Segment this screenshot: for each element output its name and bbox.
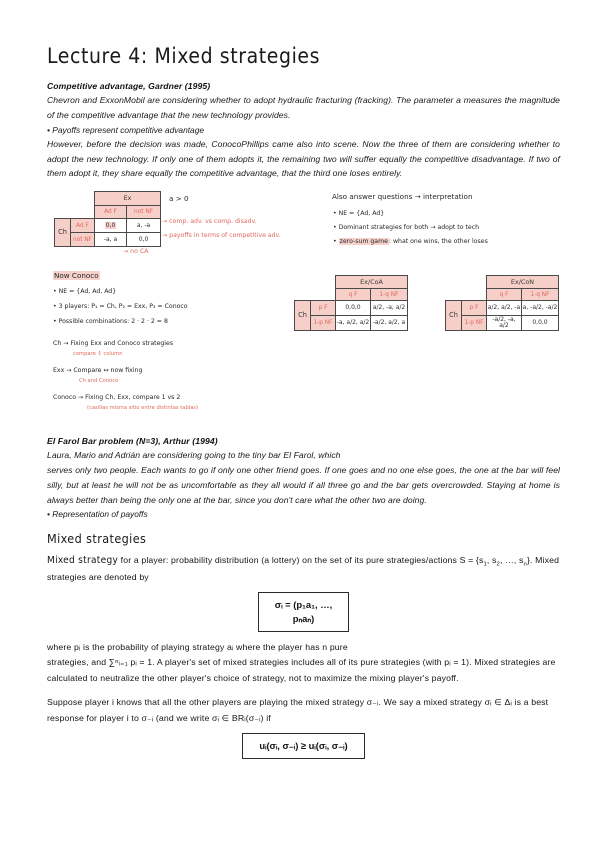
matrix1-annotation-2: → payoffs in terms of competitive adv. [162, 232, 281, 240]
matrix3-row-1: p F [462, 301, 487, 316]
section2-paragraph-1: Laura, Mario and Adrián are considering going to the tiny bar El Farol, which [47, 450, 341, 461]
notes-right-line-3: • Dominant strategies for both → adopt to tech [333, 224, 480, 232]
handwritten-notes-region [47, 187, 560, 432]
notes-conoco-bullet-2: • 3 players: P₁ = Ch, P₂ = Exx, P₃ = Conoco [53, 303, 188, 311]
matrix1-cell-0-0: 0,0 [95, 219, 127, 233]
notes-conoco-bullet-3: • Possible combinations: 2 · 2 · 2 = 8 [53, 318, 168, 326]
matrix3-col-1: q F [487, 289, 522, 301]
page-title: Lecture 4: Mixed strategies [47, 44, 321, 68]
notes-conoco-line-1: Ch → Fixing Exx and Conoco strategies [53, 340, 174, 348]
matrix3-header: Ex/CoN [487, 276, 559, 289]
section2-bullet-1: • Representation of payoffs [47, 509, 148, 520]
notes-conoco-line-2-sub: Ch and Conoco [79, 378, 119, 385]
matrix3-cell-1-0: -a/2, -a, a/2 [487, 316, 522, 331]
formula-1-line-2: pₙaₙ) [292, 612, 315, 624]
matrix1-annotation-1: → comp. adv. vs comp. disadv. [162, 218, 257, 226]
mixed-strategy-definition: Mixed strategy for a player: probability distribution (a lottery) on the set of its pure strategies/actions $S = \{s_1$, $s_2$, …, $s_n$}. Mixed strategies are denoted by [47, 554, 560, 582]
notes-conoco-line-1-sub: compare ↕ column [73, 351, 123, 358]
notes-conoco-bullet-1: • NE = {Ad, Ad, Ad} [53, 288, 117, 296]
notes-conoco-line-3-sub: (casillas misma sitio entre distintas tablas) [87, 405, 199, 412]
matrix2-header: Ex/CoA [336, 276, 408, 289]
matrix1-col-2: not NF [127, 206, 161, 219]
matrix1-row-group: Ch [55, 219, 71, 247]
section-heading-el-farol: El Farol Bar problem (N=3), Arthur (1994) [47, 436, 218, 447]
matrix2-cell-0-0: 0,0,0 [336, 301, 371, 316]
matrix2-cell-1-0: -a, a/2, a/2 [336, 316, 371, 331]
matrix2-cell-0-1: a/2, -a, a/2 [371, 301, 408, 316]
matrix1-row-1: Ad F [71, 219, 95, 233]
notes-right-line-4: • zero-sum game: what one wins, the other loses [333, 238, 488, 246]
section2-paragraph-2: serves only two people. Each wants to go if only one other friend goes. If one goes and no one else goes, the one at the bar will feel silly, but at least he will not be as uncomfortable as they all would if all three go and the bar gets overcrowded. Staying at home is always better than being the only one at the bar, since you don't care what the other two are doing. [47, 464, 560, 505]
notes-right-line-1: Also answer questions → interpretation [332, 192, 473, 202]
matrix1-row-2: not NF [71, 233, 95, 247]
matrix3-col-2: 1-q NF [522, 289, 559, 301]
matrix1-cell-0-1: a, -a [127, 219, 161, 233]
section1-paragraph-1: Chevron and ExxonMobil are considering whether to adopt hydraulic fracturing (fracking). The parameter a measures the magnitude of the competitive advantage that the new technology provides. [47, 95, 560, 120]
matrix1-col-1: Ad F [95, 206, 127, 219]
mixed-strategy-body-2: strategies, and ∑ⁿᵢ₌₁ pᵢ = 1. A player's set of mixed strategies includes all of its pure strategies (with pᵢ = 1). Mixed strategies are calculated to neutralize the other player's choice of strategy, not to maximize the mixing player's payoff. [47, 657, 556, 683]
formula-1-line-1: σᵢ = (p₁a₁, …, [274, 599, 333, 611]
section1-bullet-1: • Payoffs represent competitive advantage [47, 124, 205, 135]
matrix3-cell-0-1: a, -a/2, -a/2 [522, 301, 559, 316]
payoff-matrix-chevron-exxon [54, 191, 161, 247]
matrix2-row-1: p F [311, 301, 336, 316]
matrix2-row-2: 1-p NF [311, 316, 336, 331]
payoff-matrix-ex-con [445, 275, 559, 331]
mixed-strategy-body-1: where pᵢ is the probability of playing strategy aᵢ where the player has n pure [47, 641, 348, 652]
section-heading-competitive-advantage: Competitive advantage, Gardner (1995) [47, 81, 211, 91]
matrix3-cell-1-1: 0,0,0 [522, 316, 559, 331]
mixed-strategy-body-3: Suppose player i knows that all the other players are playing the mixed strategy σ₋ᵢ. We say a mixed strategy σᵢ ∈ Δᵢ is a best response for player i to σ₋ᵢ (and we write σᵢ ∈ BRᵢ(σ₋ᵢ) if [47, 697, 549, 723]
formula-mixed-strategy [258, 592, 349, 631]
matrix3-cell-0-0: a/2, a/2, -a [487, 301, 522, 316]
section1-paragraph-2: However, before the decision was made, ConocoPhillips came also into scene. Now the three of them are considering whether to adopt the new technology. If only one of them adopts it, the remaining two will suffer equally the competitive disadvantage. If two of them adopt it, they share equally the competitive advantage, that the third one loses entirely. [47, 138, 560, 179]
matrix2-col-1: q F [336, 289, 371, 301]
matrix2-cell-1-1: -a/2, a/2, a [371, 316, 408, 331]
matrix2-col-2: 1-q NF [371, 289, 408, 301]
formula-1-wrapper [47, 592, 560, 631]
formula-best-response: uᵢ(σᵢ, σ₋ᵢ) ≥ uᵢ(σᵢ, σ₋ᵢ) [242, 733, 364, 759]
matrix3-row-group: Ch [446, 301, 462, 331]
matrix1-col-group: Ex [95, 192, 161, 206]
matrix1-cell-1-0: -a, a [95, 233, 127, 247]
matrix1-cell-1-1: 0,0 [127, 233, 161, 247]
notes-conoco-title: Now Conoco [54, 271, 99, 281]
matrix3-row-2: 1-p NF [462, 316, 487, 331]
mixed-strategy-term: Mixed strategy [47, 554, 119, 566]
matrix1-condition: a > 0 [169, 194, 189, 204]
formula-2-wrapper [47, 733, 560, 759]
payoff-matrix-ex-coa [294, 275, 408, 331]
matrix1-annotation-3: → no CA [123, 248, 149, 256]
section-title-mixed-strategies: Mixed strategies [47, 530, 147, 546]
notes-conoco-line-3: Conoco → Fixing Ch, Exx, compare 1 vs 2 [53, 394, 181, 402]
notes-conoco-line-2: Exx → Compare ↔ now fixing [53, 367, 143, 375]
notes-right-line-2: • NE = {Ad, Ad} [333, 210, 385, 218]
matrix2-row-group: Ch [295, 301, 311, 331]
